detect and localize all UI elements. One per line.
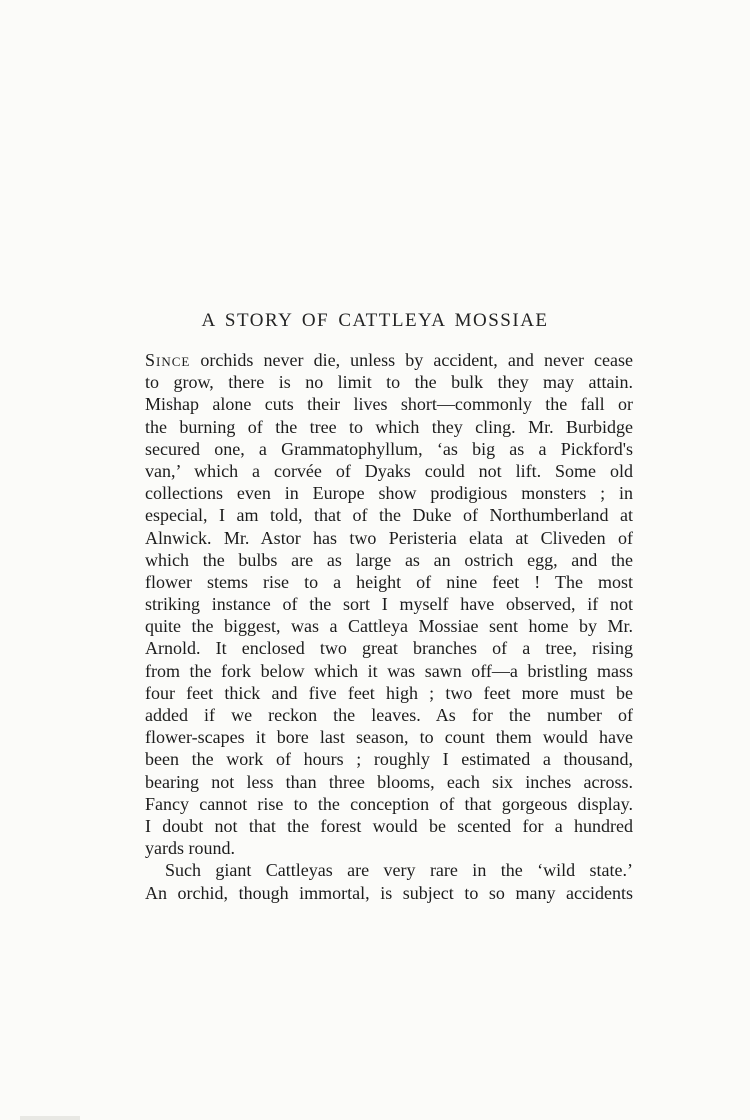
text-line: which the bulbs are as large as an ostrich egg, and the: [145, 549, 633, 570]
text-line: An orchid, though immortal, is subject to so many accidents: [145, 882, 633, 903]
text-line: four feet thick and five feet high ; two feet more must be: [145, 682, 633, 703]
text-line: collections even in Europe show prodigious monsters ; in: [145, 483, 633, 504]
text-line: [145, 349, 633, 371]
text-line: Fancy cannot rise to the conception of that gorgeous display.: [145, 793, 633, 814]
text-line: been the work of hours ; roughly I estimated a thousand,: [145, 749, 633, 770]
text-line-content: orchids never die, unless by accident, and never cease: [190, 350, 633, 370]
text-line: I doubt not that the forest would be scented for a hundred: [145, 815, 633, 836]
page-edge-mark: [20, 1116, 80, 1120]
text-line: especial, I am told, that of the Duke of Northumberland at: [145, 505, 633, 526]
text-line: striking instance of the sort I myself have observed, if not: [145, 594, 633, 615]
text-line-paragraph-start: Such giant Cattleyas are very rare in the ‘wild state.’: [165, 860, 633, 881]
text-line: from the fork below which it was sawn off—a bristling mass: [145, 660, 633, 681]
drop-word: Since: [145, 350, 191, 370]
text-line: to grow, there is no limit to the bulk they may attain.: [145, 372, 633, 393]
text-line: quite the biggest, was a Cattleya Mossiae sent home by Mr.: [145, 616, 633, 637]
text-line: Alnwick. Mr. Astor has two Peristeria elata at Cliveden of: [145, 527, 633, 548]
text-line: flower stems rise to a height of nine feet ! The most: [145, 571, 633, 592]
chapter-title: A STORY OF CATTLEYA MOSSIAE: [201, 310, 549, 331]
text-line: van,’ which a corvée of Dyaks could not lift. Some old: [145, 460, 633, 481]
text-line: added if we reckon the leaves. As for the number of: [145, 705, 633, 725]
body-text: [145, 349, 633, 904]
text-line: flower-scapes it bore last season, to count them would have: [145, 727, 633, 748]
text-line: Mishap alone cuts their lives short—commonly the fall or: [145, 394, 633, 415]
text-line: the burning of the tree to which they cling. Mr. Burbidge: [145, 416, 633, 437]
text-line-paragraph-end: yards round.: [145, 838, 235, 859]
text-line: bearing not less than three blooms, each six inches across.: [145, 771, 633, 792]
text-line: secured one, a Grammatophyllum, ‘as big as a Pickford's: [145, 438, 633, 459]
text-line: Arnold. It enclosed two great branches of a tree, rising: [145, 638, 633, 659]
